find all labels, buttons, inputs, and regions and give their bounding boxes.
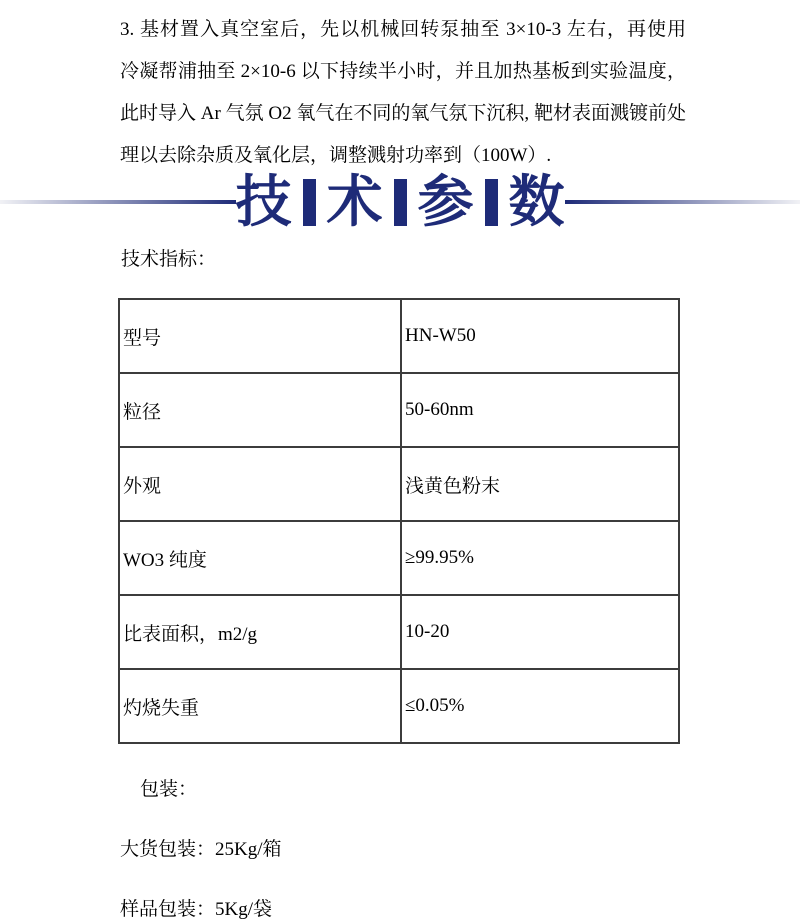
packaging-sample-line: 样品包装：5Kg/袋 [120, 899, 273, 920]
banner-separator-bar [303, 179, 316, 226]
spec-label: 粒径 [119, 373, 401, 447]
spec-value: 50-60nm [401, 373, 679, 447]
spec-value: 浅黄色粉末 [401, 447, 679, 521]
paragraph-line: 3. 基材置入真空室后，先以机械回转泵抽至 3×10-3 左右，再使用 [120, 19, 686, 40]
paragraph-line: 此时导入 Ar 气氛 O2 氧气在不同的氧气氛下沉积, 靶材表面溅镀前处 [120, 103, 686, 124]
spec-value: 10-20 [401, 595, 679, 669]
spec-label: WO3 纯度 [119, 521, 401, 595]
table-row [119, 447, 679, 521]
table-row [119, 373, 679, 447]
paragraph-line: 冷凝帮浦抽至 2×10-6 以下持续半小时，并且加热基板到实验温度， [120, 61, 686, 82]
banner-rule-right [565, 200, 800, 204]
table-row [119, 595, 679, 669]
spec-label: 比表面积，m2/g [119, 595, 401, 669]
spec-value: ≥99.95% [401, 521, 679, 595]
spec-value: HN-W50 [401, 299, 679, 373]
spec-label: 型号 [119, 299, 401, 373]
table-row [119, 669, 679, 743]
packaging-heading: 包装： [140, 779, 198, 800]
table-caption: 技术指标： [121, 249, 217, 270]
spec-value: ≤0.05% [401, 669, 679, 743]
spec-table [118, 298, 680, 744]
spec-label: 灼烧失重 [119, 669, 401, 743]
banner-title [235, 170, 565, 233]
process-paragraph [120, 9, 686, 177]
banner-char: 技 [235, 170, 292, 233]
banner-char: 参 [417, 170, 474, 233]
spec-label: 外观 [119, 447, 401, 521]
banner-char: 数 [508, 170, 565, 233]
banner-rule-left [0, 200, 236, 204]
banner-separator-bar [485, 179, 498, 226]
packaging-bulk-line: 大货包装：25Kg/箱 [120, 839, 282, 860]
table-row [119, 521, 679, 595]
table-row [119, 299, 679, 373]
banner-char: 术 [326, 170, 383, 233]
section-banner [0, 164, 800, 240]
banner-separator-bar [394, 179, 407, 226]
paragraph-line: 理以去除杂质及氧化层，调整溅射功率到（100W）. [120, 145, 552, 166]
